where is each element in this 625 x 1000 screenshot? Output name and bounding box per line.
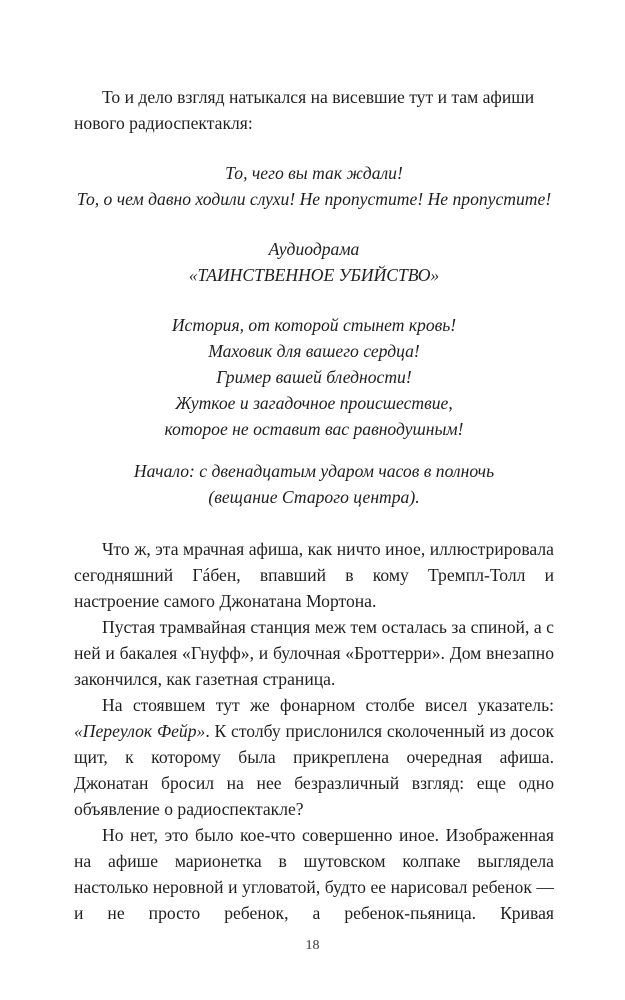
paragraph-3-rest: . К столбу прислонился сколоченный из досок щит, к которому была прикреплена очередная афиша. Джонатан бросил на нее безразличный взгляд: еще одно объявление о радиоспектакле? bbox=[74, 721, 554, 819]
poster-tagline bbox=[74, 160, 554, 212]
paragraph-3-start: На стоявшем тут же фонарном столбе висел указатель: bbox=[102, 695, 554, 715]
paragraph-2: Пустая трамвайная станция меж тем осталась за спиной, а с ней и бакалея «Гнуфф», и булочная «Броттерри». Дом внезапно закончился, как газетная страница. bbox=[74, 617, 554, 689]
intro-line-1: То и дело взгляд натыкался на висевшие тут и там афиши bbox=[102, 87, 535, 107]
poster-description-line-4: Жуткое и загадочное происшествие, bbox=[175, 393, 453, 413]
intro-paragraph bbox=[74, 84, 554, 136]
poster-description-line-5: которое не оставит вас равнодушным! bbox=[164, 419, 464, 439]
poster-description-line-2: Маховик для вашего сердца! bbox=[208, 341, 420, 361]
street-sign-name: «Переулок Фейр» bbox=[74, 721, 206, 741]
intro-line-2: нового радиоспектакля: bbox=[74, 113, 253, 133]
paragraph-4: Но нет, это было кое-что совершенно иное. Изображенная на афише марионетка в шутовском колпаке выглядела настолько неровной и угловатой, будто ее нарисовал ребенок — и не просто ребенок, а ребенок-пьяница. Кривая bbox=[74, 825, 554, 923]
poster-schedule-line-1: Начало: с двенадцатым ударом часов в полночь bbox=[133, 461, 495, 481]
poster-schedule bbox=[74, 458, 554, 510]
body-text bbox=[74, 536, 554, 926]
paragraph-3 bbox=[74, 692, 554, 822]
page-number: 18 bbox=[305, 938, 320, 953]
poster-tagline-line-2: То, о чем давно ходили слухи! Не пропустите! Не пропустите! bbox=[76, 189, 552, 209]
poster-description-line-1: История, от которой стынет кровь! bbox=[171, 315, 457, 335]
poster-heading-genre: Аудиодрама bbox=[268, 239, 360, 259]
paragraph-1: Что ж, эта мрачная афиша, как ничто иное, иллюстрировала сегодняшний Гáбен, впавший в кому Тремпл-Толл и настроение самого Джонатана Мортона. bbox=[74, 539, 554, 611]
poster-tagline-line-1: То, чего вы так ждали! bbox=[225, 163, 403, 183]
poster-description-line-3: Гример вашей бледности! bbox=[216, 367, 412, 387]
poster-heading bbox=[74, 236, 554, 288]
poster-description bbox=[74, 312, 554, 442]
poster-schedule-line-2: (вещание Старого центра). bbox=[208, 487, 420, 507]
poster-heading-title: «ТАИНСТВЕННОЕ УБИЙСТВО» bbox=[188, 265, 440, 285]
